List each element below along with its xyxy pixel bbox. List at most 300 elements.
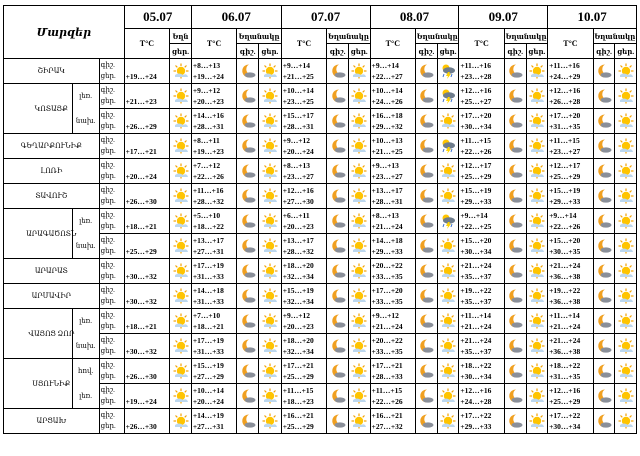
temperature-cell [459, 384, 505, 409]
table-row [4, 409, 637, 434]
temperature-cell [548, 159, 594, 184]
temperature-cell [281, 84, 327, 109]
temperature-cell [124, 84, 170, 109]
temperature-value: +6…+11 [282, 211, 310, 220]
temperature-cell [281, 334, 327, 359]
moon-icon [416, 59, 438, 84]
moon-icon [327, 84, 349, 109]
temperature-value: +20…+22 [371, 261, 403, 270]
temperature-cell [281, 109, 327, 134]
moon-icon [237, 309, 259, 334]
moon-icon [237, 134, 259, 159]
temperature-value: +14…+18 [371, 236, 403, 245]
day-night-label [99, 159, 124, 184]
temperature-value: +12…+16 [282, 186, 314, 195]
table-row [4, 159, 637, 184]
temperature-cell [281, 159, 327, 184]
moon-icon [593, 359, 615, 384]
day-label: ցեր. [100, 247, 116, 255]
temperature-cell [370, 159, 416, 184]
sun-icon [526, 59, 548, 84]
storm-icon [437, 209, 459, 234]
sun-icon [615, 284, 637, 309]
temperature-cell [191, 59, 237, 84]
temperature-cell [370, 284, 416, 309]
temperature-value: +9…+14 [460, 211, 488, 220]
storm-icon [437, 84, 459, 109]
temperature-value: +21…+24 [549, 336, 581, 345]
table-row [4, 259, 637, 284]
temperature-value: +22…+26 [192, 172, 224, 181]
moon-icon [327, 184, 349, 209]
temperature-cell [191, 234, 237, 259]
temperature-value: +17…+21 [371, 361, 403, 370]
temp-header: T°C [281, 29, 327, 59]
table-row [4, 59, 637, 84]
moon-icon [237, 384, 259, 409]
moon-icon [237, 259, 259, 284]
sun-icon [348, 334, 370, 359]
moon-icon [416, 384, 438, 409]
temperature-cell [370, 59, 416, 84]
temperature-cell [191, 309, 237, 334]
temperature-cell [370, 184, 416, 209]
temperature-cell [548, 234, 594, 259]
table-row [4, 309, 637, 334]
moon-icon [416, 109, 438, 134]
day-night-label [99, 259, 124, 284]
temperature-value: +20…+24 [125, 172, 157, 181]
sun-icon [258, 384, 281, 409]
sun-icon [615, 109, 637, 134]
moon-icon [593, 234, 615, 259]
temperature-cell [548, 409, 594, 434]
table-row [4, 209, 637, 234]
temperature-cell [281, 409, 327, 434]
moon-icon [416, 309, 438, 334]
moon-icon [593, 309, 615, 334]
temperature-cell [124, 384, 170, 409]
sun-icon [437, 184, 459, 209]
moon-icon [237, 84, 259, 109]
temperature-cell [124, 59, 170, 84]
temperature-value: +9…+14 [282, 61, 311, 70]
weather-header: Եղանակը [593, 29, 636, 44]
temperature-cell [191, 284, 237, 309]
temp-header: T°C [548, 29, 594, 59]
temperature-cell [124, 134, 170, 159]
temperature-value: +21…+25 [371, 147, 403, 156]
region-name: ԳԵՂԱՐՔՈՒՆԻՔ [4, 134, 100, 159]
temperature-value: +32…+34 [282, 297, 314, 306]
moon-icon [237, 159, 259, 184]
temperature-cell [124, 359, 170, 384]
day-header: ցեր. [348, 44, 370, 59]
day-label: ցեր. [100, 197, 116, 205]
temperature-value: +22…+27 [371, 72, 403, 81]
temperature-cell [191, 409, 237, 434]
temperature-value: +25…+29 [549, 397, 581, 406]
sun-icon [258, 259, 281, 284]
moon-icon [593, 134, 615, 159]
moon-icon [416, 359, 438, 384]
sun-icon [348, 259, 370, 284]
night-header: գիշ. [237, 44, 259, 59]
temperature-value: +23…+27 [549, 147, 581, 156]
day-label: ցեր. [100, 122, 116, 130]
temperature-value: +20…+24 [192, 397, 224, 406]
temperature-cell [370, 359, 416, 384]
sub-region-label: լեռ. [72, 309, 99, 334]
sun-icon [348, 159, 370, 184]
moon-icon [504, 59, 526, 84]
temperature-value: +21…+24 [549, 322, 581, 331]
temperature-value: +23…+28 [460, 72, 492, 81]
day-label: ցեր. [100, 372, 116, 380]
temperature-value: +16…+18 [371, 111, 403, 120]
day-header: ցեր. [170, 44, 192, 59]
moon-icon [327, 409, 349, 434]
night-label: գիշ. [100, 411, 115, 419]
temperature-value: +15…+19 [192, 361, 224, 370]
sun-icon [615, 209, 637, 234]
temperature-value: +14…+18 [192, 286, 224, 295]
moon-icon [327, 384, 349, 409]
sun-icon [615, 409, 637, 434]
temperature-value: +29…+33 [549, 197, 581, 206]
sun-icon [258, 59, 281, 84]
moon-icon [504, 384, 526, 409]
sun-icon [348, 209, 370, 234]
temperature-value: +10…+13 [371, 136, 403, 145]
temperature-value: +20…+23 [192, 97, 224, 106]
temperature-cell [548, 384, 594, 409]
sun-icon [526, 384, 548, 409]
temperature-cell [459, 409, 505, 434]
temperature-value: +27…+32 [371, 422, 403, 431]
temperature-value: +19…+22 [549, 286, 581, 295]
temperature-value: +26…+30 [125, 422, 157, 431]
temperature-cell [548, 209, 594, 234]
temperature-value: +28…+32 [282, 247, 314, 256]
day-night-label [79, 209, 124, 234]
sub-region-label: հով. [72, 359, 99, 384]
sun-icon [526, 109, 548, 134]
night-label: գիշ. [100, 61, 115, 69]
temperature-value: +26…+30 [125, 372, 157, 381]
temperature-value: +12…+17 [549, 161, 581, 170]
region-name: ԼՈՌԻ [4, 159, 100, 184]
region-name: ՍՅՈՒՆԻՔ [4, 359, 100, 409]
night-label: գիշ. [100, 186, 115, 194]
temperature-value: +27…+30 [282, 197, 314, 206]
sun-icon [526, 209, 548, 234]
temperature-value: +25…+29 [125, 247, 157, 256]
moon-icon [237, 234, 259, 259]
sub-region-label: նախ. [72, 334, 99, 359]
temperature-cell [124, 259, 170, 284]
moon-icon [327, 259, 349, 284]
temperature-value: +19…+23 [192, 147, 224, 156]
day-night-label [75, 234, 124, 259]
temperature-value: +20…+22 [371, 336, 403, 345]
moon-icon [327, 284, 349, 309]
day-label: ցեր. [100, 322, 116, 330]
sun-icon [615, 259, 637, 284]
temperature-cell [124, 184, 170, 209]
temperature-cell [459, 59, 505, 84]
temperature-value: +12…+16 [549, 86, 581, 95]
weather-icon [170, 84, 192, 109]
temperature-cell [548, 334, 594, 359]
temperature-value: +7…+12 [192, 161, 221, 170]
moon-icon [504, 184, 526, 209]
sun-icon [348, 409, 370, 434]
temperature-value: +25…+29 [460, 172, 492, 181]
temperature-cell [191, 184, 237, 209]
temperature-value: +33…+35 [371, 297, 403, 306]
day-header: ցեր. [437, 44, 459, 59]
temperature-value: +35…+37 [460, 347, 492, 356]
temperature-value: +30…+34 [460, 372, 492, 381]
sub-region-label: նախ. [72, 234, 99, 259]
day-night-label [79, 84, 124, 109]
table-row [4, 384, 637, 409]
moon-icon [504, 284, 526, 309]
temperature-value: +33…+35 [371, 272, 403, 281]
moon-icon [237, 284, 259, 309]
moon-icon [504, 209, 526, 234]
weather-icon [170, 134, 192, 159]
temperature-cell [459, 209, 505, 234]
day-header: ցեր. [526, 44, 548, 59]
moon-icon [416, 234, 438, 259]
temperature-value: +17…+19 [192, 336, 224, 345]
temperature-value: +23…+25 [282, 97, 314, 106]
temperature-cell [548, 309, 594, 334]
temperature-value: +19…+24 [125, 397, 157, 406]
temperature-value: +28…+33 [371, 372, 403, 381]
weather-icon [170, 109, 192, 134]
temp-header: T°C [459, 29, 505, 59]
night-label: գիշ. [100, 161, 115, 169]
temperature-value: +15…+20 [460, 236, 492, 245]
temperature-cell [370, 234, 416, 259]
moon-icon [593, 284, 615, 309]
temperature-value: +25…+27 [460, 97, 492, 106]
temperature-cell [459, 284, 505, 309]
temperature-cell [281, 284, 327, 309]
sun-icon [258, 309, 281, 334]
night-label: գիշ. [100, 311, 115, 319]
sun-icon [437, 309, 459, 334]
night-label: գիշ. [100, 286, 115, 294]
temperature-value: +18…+22 [460, 361, 492, 370]
temperature-value: +15…+19 [282, 286, 314, 295]
temperature-value: +8…+13 [282, 161, 311, 170]
temperature-value: +9…+13 [371, 161, 399, 170]
table-title: Մարզեր [4, 6, 125, 59]
sub-region-label: լեռ. [72, 84, 99, 109]
temperature-cell [281, 209, 327, 234]
day-night-label [75, 334, 124, 359]
moon-icon [327, 59, 349, 84]
temperature-value: +16…+21 [371, 411, 403, 420]
temperature-cell [459, 259, 505, 284]
temperature-value: +21…+24 [371, 222, 403, 231]
sub-region-label: լեռ. [72, 209, 99, 234]
temperature-value: +30…+32 [125, 347, 157, 356]
temperature-cell [281, 184, 327, 209]
weather-header: Եղանակը [237, 29, 281, 44]
sun-icon [526, 259, 548, 284]
temperature-value: +27…+31 [192, 247, 224, 256]
temp-header: T°C [124, 29, 170, 59]
region-name: ԱՐԱՐԱՏ [4, 259, 100, 284]
moon-icon [593, 184, 615, 209]
sun-icon [526, 134, 548, 159]
temperature-value: +21…+24 [549, 261, 581, 270]
temperature-cell [459, 134, 505, 159]
sun-icon [258, 334, 281, 359]
temperature-value: +23…+27 [371, 172, 403, 181]
temperature-value: +30…+34 [460, 122, 492, 131]
sun-icon [258, 284, 281, 309]
temperature-value: +20…+24 [282, 147, 314, 156]
temperature-cell [548, 184, 594, 209]
sun-icon [615, 184, 637, 209]
temperature-value: +18…+21 [125, 322, 157, 331]
sun-icon [258, 359, 281, 384]
temperature-value: +17…+22 [460, 411, 492, 420]
temperature-value: +21…+23 [125, 97, 157, 106]
temperature-value: +9…+12 [371, 311, 399, 320]
table-row [4, 184, 637, 209]
date-header: 06.07 [191, 6, 281, 29]
day-header: ցեր. [258, 44, 281, 59]
temperature-value: +18…+23 [282, 397, 314, 406]
moon-icon [416, 209, 438, 234]
day-night-label [99, 409, 124, 434]
temperature-value: +20…+23 [282, 222, 314, 231]
sun-icon [258, 234, 281, 259]
temperature-value: +26…+30 [125, 197, 157, 206]
region-name: ՎԱՅՈՑ ՁՈՐ [4, 309, 100, 359]
temperature-value: +28…+31 [192, 122, 224, 131]
sun-icon [348, 184, 370, 209]
temperature-value: +30…+32 [125, 297, 157, 306]
temperature-value: +9…+14 [549, 211, 577, 220]
temperature-value: +21…+24 [460, 336, 492, 345]
temperature-cell [459, 109, 505, 134]
sun-icon [348, 234, 370, 259]
temperature-value: +19…+24 [125, 72, 157, 81]
temperature-cell [191, 384, 237, 409]
table-row [4, 84, 637, 109]
temperature-value: +10…+14 [282, 86, 314, 95]
moon-icon [504, 109, 526, 134]
temperature-value: +36…+38 [549, 347, 581, 356]
table-row [4, 284, 637, 309]
temperature-value: +8…+13 [192, 61, 221, 70]
temperature-value: +21…+25 [282, 72, 314, 81]
temperature-cell [281, 134, 327, 159]
temperature-cell [281, 234, 327, 259]
temperature-value: +8…+11 [192, 136, 220, 145]
temperature-value: +17…+19 [192, 261, 224, 270]
temperature-cell [124, 409, 170, 434]
night-label: գիշ. [100, 211, 115, 219]
storm-icon [437, 134, 459, 159]
night-label: գիշ. [100, 261, 115, 269]
moon-icon [416, 334, 438, 359]
moon-icon [416, 409, 438, 434]
table-row [4, 109, 637, 134]
temperature-value: +15…+19 [460, 186, 492, 195]
temperature-value: +11…+15 [371, 386, 403, 395]
temperature-value: +9…+12 [282, 311, 311, 320]
temperature-value: +31…+35 [549, 122, 581, 131]
temperature-value: +11…+15 [460, 136, 491, 145]
temperature-cell [459, 334, 505, 359]
temperature-cell [124, 284, 170, 309]
temperature-cell [191, 109, 237, 134]
sun-icon [348, 109, 370, 134]
temperature-value: +13…+17 [192, 236, 224, 245]
weather-icon [170, 259, 192, 284]
temperature-value: +28…+31 [371, 197, 403, 206]
temperature-value: +17…+20 [371, 286, 403, 295]
temperature-value: +21…+24 [460, 322, 492, 331]
moon-icon [237, 359, 259, 384]
moon-icon [237, 209, 259, 234]
day-night-label [99, 134, 124, 159]
sun-icon [258, 209, 281, 234]
sub-region-label: նախ. [72, 109, 99, 134]
temperature-value: +12…+17 [460, 161, 492, 170]
temperature-cell [548, 109, 594, 134]
sun-icon [526, 84, 548, 109]
sun-icon [258, 84, 281, 109]
temperature-cell [124, 334, 170, 359]
sun-icon [526, 334, 548, 359]
temperature-value: +17…+21 [125, 147, 157, 156]
temperature-value: +11…+14 [549, 311, 580, 320]
moon-icon [327, 309, 349, 334]
temperature-cell [370, 309, 416, 334]
moon-icon [416, 284, 438, 309]
temperature-cell [548, 259, 594, 284]
day-label: ցեր. [100, 97, 116, 105]
temperature-value: +32…+34 [282, 272, 314, 281]
temperature-value: +25…+29 [282, 372, 314, 381]
weather-icon [170, 359, 192, 384]
temperature-cell [370, 84, 416, 109]
sun-icon [615, 234, 637, 259]
sun-icon [348, 84, 370, 109]
moon-icon [416, 159, 438, 184]
moon-icon [593, 384, 615, 409]
date-header: 09.07 [459, 6, 548, 29]
day-label: ցեր. [100, 397, 116, 405]
sun-icon [615, 309, 637, 334]
temperature-value: +17…+21 [282, 361, 314, 370]
sun-icon [437, 159, 459, 184]
temperature-value: +14…+19 [192, 411, 224, 420]
sun-icon [615, 384, 637, 409]
weather-icon [170, 309, 192, 334]
temperature-cell [548, 359, 594, 384]
